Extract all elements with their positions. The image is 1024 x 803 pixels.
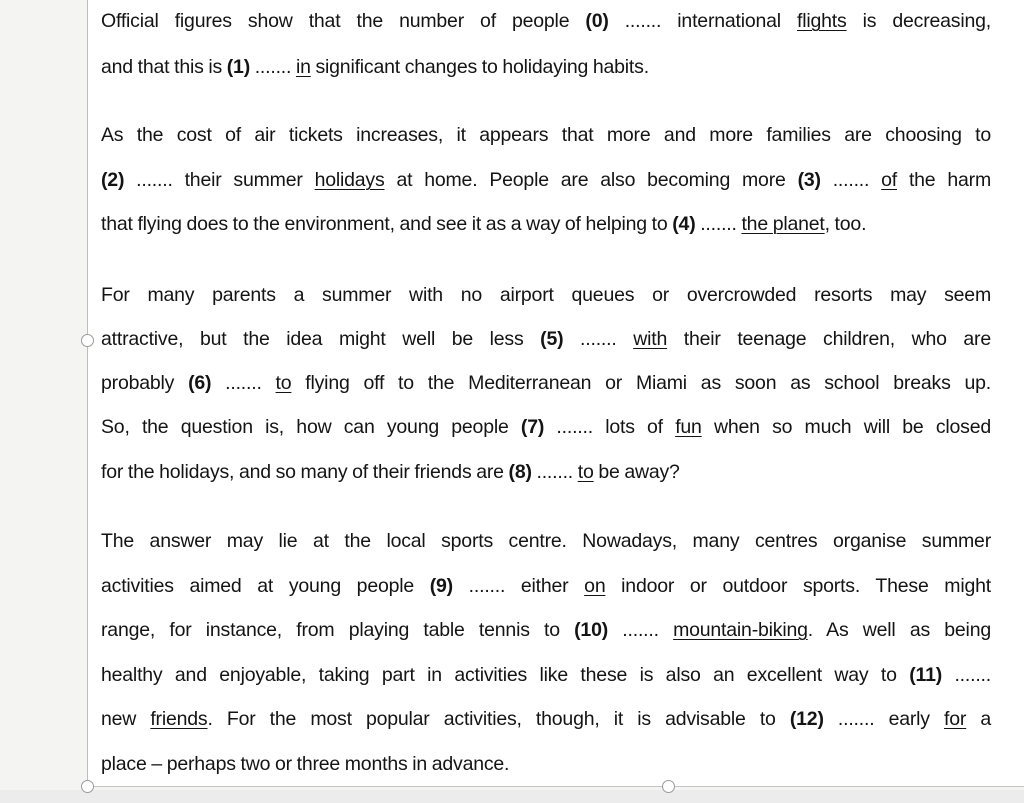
- text-line: [101, 54, 649, 80]
- text-segment: that flying does to the environment, and see it as a way of helping to: [101, 213, 673, 235]
- text-segment: flying off to the Mediterranean or Miami as soon as school breaks up.: [291, 372, 991, 394]
- gap-number: (0): [585, 10, 609, 32]
- text-line: [101, 662, 991, 688]
- gap-number: (2): [101, 169, 125, 191]
- text-segment: and that this is: [101, 56, 227, 78]
- text-segment: ....... either: [452, 575, 585, 597]
- underlined-word: holidays: [314, 169, 385, 191]
- gap-number: (10): [574, 619, 609, 641]
- text-line: [101, 528, 991, 554]
- text-segment: probably: [101, 372, 189, 394]
- text-segment: .......: [820, 169, 882, 191]
- text-segment: their teenage children, who are: [667, 328, 991, 350]
- text-line: [101, 459, 680, 485]
- text-segment: As the cost of air tickets increases, it appears that more and more families are choosing to: [101, 124, 991, 146]
- text-segment: at home. People are also becoming more: [384, 169, 798, 191]
- gap-number: (12): [789, 708, 824, 730]
- text-line: [101, 282, 991, 308]
- gap-number: (6): [188, 372, 212, 394]
- underlined-word: with: [633, 328, 668, 350]
- text-line: [101, 326, 991, 352]
- gap-number: (7): [520, 416, 545, 438]
- gap-number: (9): [429, 575, 453, 597]
- text-segment: .......: [531, 461, 578, 483]
- text-segment: .......: [608, 619, 674, 641]
- page-bottom-edge: [87, 786, 1024, 787]
- text-segment: be away?: [593, 461, 680, 483]
- underlined-word: of: [881, 169, 898, 191]
- underlined-word: on: [584, 575, 606, 597]
- text-line: [101, 414, 991, 440]
- text-segment: . For the most popular activities, though, it is advisable to: [207, 708, 790, 730]
- text-segment: The answer may lie at the local sports centre. Nowadays, many centres organise summer: [101, 530, 991, 552]
- gap-number: (11): [909, 664, 943, 686]
- text-segment: is decreasing,: [846, 10, 991, 32]
- resize-handle-left-middle[interactable]: [81, 334, 94, 347]
- text-line: [101, 751, 509, 777]
- text-segment: .......: [695, 213, 742, 235]
- text-segment: ....... international: [608, 10, 798, 32]
- text-segment: range, for instance, from playing table tennis to: [101, 619, 575, 641]
- gap-number: (5): [540, 328, 564, 350]
- text-segment: For many parents a summer with no airport queues or overcrowded resorts may seem: [101, 284, 991, 306]
- gap-number: (8): [508, 461, 532, 483]
- text-segment: .......: [942, 664, 991, 686]
- underlined-word: friends: [150, 708, 208, 730]
- underlined-word: to: [275, 372, 292, 394]
- underlined-word: the planet: [741, 213, 825, 235]
- underlined-word: fun: [675, 416, 702, 438]
- text-segment: ....... lots of: [544, 416, 676, 438]
- text-segment: .......: [563, 328, 634, 350]
- canvas-bottom-strip: [0, 790, 1024, 803]
- text-segment: for the holidays, and so many of their friends are: [101, 461, 509, 483]
- text-line: [101, 573, 991, 599]
- text-segment: attractive, but the idea might well be less: [101, 328, 541, 350]
- text-line: [101, 706, 991, 732]
- gap-number: (3): [797, 169, 821, 191]
- text-segment: place – perhaps two or three months in advance.: [101, 753, 510, 775]
- text-segment: significant changes to holidaying habits.: [310, 56, 649, 78]
- text-segment: the harm: [897, 169, 991, 191]
- text-segment: ....... their summer: [124, 169, 315, 191]
- gap-number: (1): [226, 56, 250, 78]
- text-segment: indoor or outdoor sports. These might: [605, 575, 991, 597]
- text-line: [101, 370, 991, 396]
- text-segment: , too.: [824, 213, 867, 235]
- underlined-word: flights: [797, 10, 847, 32]
- text-line: [101, 122, 991, 148]
- underlined-word: in: [295, 56, 311, 78]
- underlined-word: mountain-biking: [673, 619, 808, 641]
- text-segment: .......: [250, 56, 296, 78]
- gap-number: (4): [672, 213, 696, 235]
- text-line: [101, 167, 991, 193]
- text-segment: new: [101, 708, 151, 730]
- underlined-word: to: [577, 461, 594, 483]
- text-segment: .......: [211, 372, 276, 394]
- text-segment: a: [966, 708, 992, 730]
- text-segment: activities aimed at young people: [101, 575, 430, 597]
- text-line: [101, 8, 991, 34]
- text-line: [101, 617, 991, 643]
- text-segment: Official figures show that the number of people: [101, 10, 586, 32]
- text-segment: healthy and enjoyable, taking part in activities like these is also an excellent way to: [101, 664, 910, 686]
- underlined-word: for: [944, 708, 967, 730]
- text-segment: . As well as being: [807, 619, 991, 641]
- resize-handle-bottom-middle[interactable]: [662, 780, 675, 793]
- text-segment: So, the question is, how can young people: [101, 416, 521, 438]
- resize-handle-bottom-left[interactable]: [81, 780, 94, 793]
- text-segment: ....... early: [823, 708, 945, 730]
- text-segment: when so much will be closed: [701, 416, 991, 438]
- text-line: [101, 211, 866, 237]
